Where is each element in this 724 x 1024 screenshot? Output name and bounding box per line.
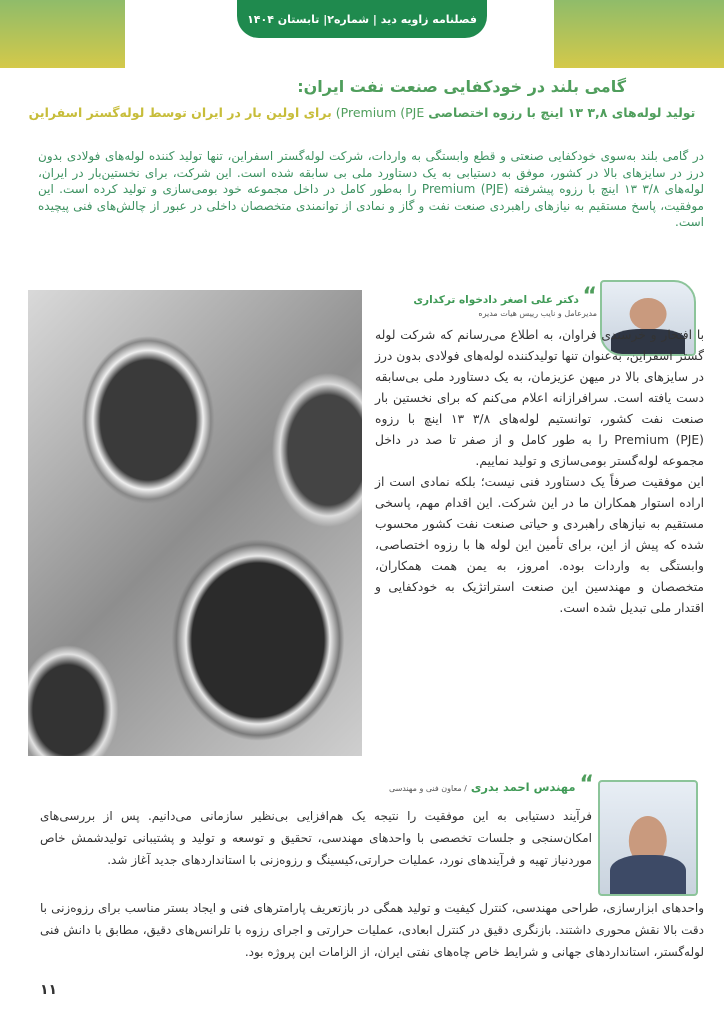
quote1-name-text: دکتر علی اصغر دادخواه ترکداری	[413, 294, 579, 306]
quote1-role: مدیرعامل و نایب رییس هیات مدیره	[478, 309, 597, 318]
subheadline-part2: برای اولین بار در ایران توسط لوله‌گستر اسفراین	[28, 105, 332, 120]
issue-text: فصلنامه زاویه دید | شماره۲| تابستان ۱۴۰۴	[247, 12, 477, 26]
subheadline-premium: (Premium (PJE	[331, 105, 429, 120]
quote1-para2: این موفقیت صرفاً یک دستاورد فنی نیست؛ بلکه نمادی است از اراده استوار همکاران ما در این شرکت. این اقدام مهم، پاسخی مستقیم به نیازهای راهبردی و حیاتی صنعت نفت کشور محسوب شده که پیش از این، برای تأمین این لوله ها با رزوه اختصاصی، وابستگی به واردات بوده. امروز، به یمن همت همکاران، متخصصان و مهندسین این صنعت استراتژیک به خودکفایی و اقتدار ملی تبدیل شده است.	[375, 475, 704, 615]
corner-decoration-right	[554, 0, 724, 68]
intro-paragraph: در گامی بلند به‌سوی خودکفایی صنعتی و قطع وابستگی به واردات، شرکت لوله‌گستر اسفراین، تنها تولید کننده لوله‌های فولادی بدون درز در سایزهای بالا در کشور، موفق به دستیابی به یک دستاورد ملی بی سابقه شده است. این شرکت، برای نخستین‌بار در ایران، لوله‌های ۳/۸ ۱۳ اینچ با رزوه پیشرفته Premium (PJE) را به‌طور کامل در داخل مجموعه خود بومی‌سازی و تولید کرده است. این موفقیت، پاسخ مستقیم به نیازهای راهبردی صنعت نفت و گاز و نمادی از توانمندی متخصصان داخلی در عبور از چالش‌های فنی پیچیده است.	[38, 149, 704, 230]
pipes-photo	[28, 290, 362, 756]
quote2-role: / معاون فنی و مهندسی	[388, 784, 467, 793]
issue-header	[237, 0, 487, 38]
quote1-body	[375, 325, 704, 619]
quote2-para1: فرآیند دستیابی به این موفقیت را نتیجه یک هم‌افزایی بی‌نظیر سازمانی می‌دانیم. پس از بررسی‌های امکان‌سنجی و جلسات تخصصی با واحدهای مهندسی، تحقیق و توسعه و تولید و پشتیبانی تولیدشمش خاص موردنیاز تهیه و فرآیندهای نورد، عملیات حرارتی،کیسینگ و رزوه‌زنی با استانداردهای جدید آغاز شد.	[40, 809, 592, 867]
quote-mark-icon: “	[582, 284, 597, 309]
subheadline-part1: تولید لوله‌های ۳,۸ ۱۳ اینچ با رزوه اختصاصی	[428, 105, 696, 120]
quote2-name	[300, 772, 594, 797]
quote2-name-text: مهندس احمد بدری	[470, 780, 576, 794]
quote-mark-icon: “	[579, 772, 594, 797]
headline: گامی بلند در خودکفایی صنعت نفت ایران:	[297, 77, 626, 96]
quote1-name	[375, 284, 597, 309]
subheadline	[18, 104, 706, 122]
page-number: ۱۱	[40, 982, 58, 998]
quote1-para1: با افتخار و خرسندی فراوان، به اطلاع می‌رسانم که شرکت لوله گستر اسفراین، به‌عنوان تنها تولیدکننده لوله‌های فولادی بدون درز در سایزهای بالا در میهن عزیزمان، به یک دستاورد ملی بی‌سابقه دست یافته است. سرافرازانه اعلام می‌کنم که برای نخستین بار صنعت نفت کشور، توانستیم لوله‌های ۳/۸ ۱۳ اینچ با رزوه Premium (PJE) را به طور کامل و از صفر تا صد در داخل مجموعه لوله‌گستر بومی‌سازی و تولید نماییم.	[375, 328, 704, 468]
portrait-deputy	[598, 780, 698, 896]
corner-decoration-left	[0, 0, 125, 68]
quote2-para2: واحدهای ابزارسازی، طراحی مهندسی، کنترل کیفیت و تولید همگی در بازتعریف پارامترهای فنی و ایجاد بستر مناسب برای رزوه‌زنی با دقت بالا نقش محوری داشتند. بازنگری دقیق در کنترل ابعادی، عملیات حرارتی و اجرای رزوه با تلرانس‌های دقیق، مطابق با دانش فنی لوله‌گستر، استانداردهای جهانی و شرایط خاص چاه‌های نفتی ایران، از الزامات این پروژه بود.	[40, 901, 704, 959]
